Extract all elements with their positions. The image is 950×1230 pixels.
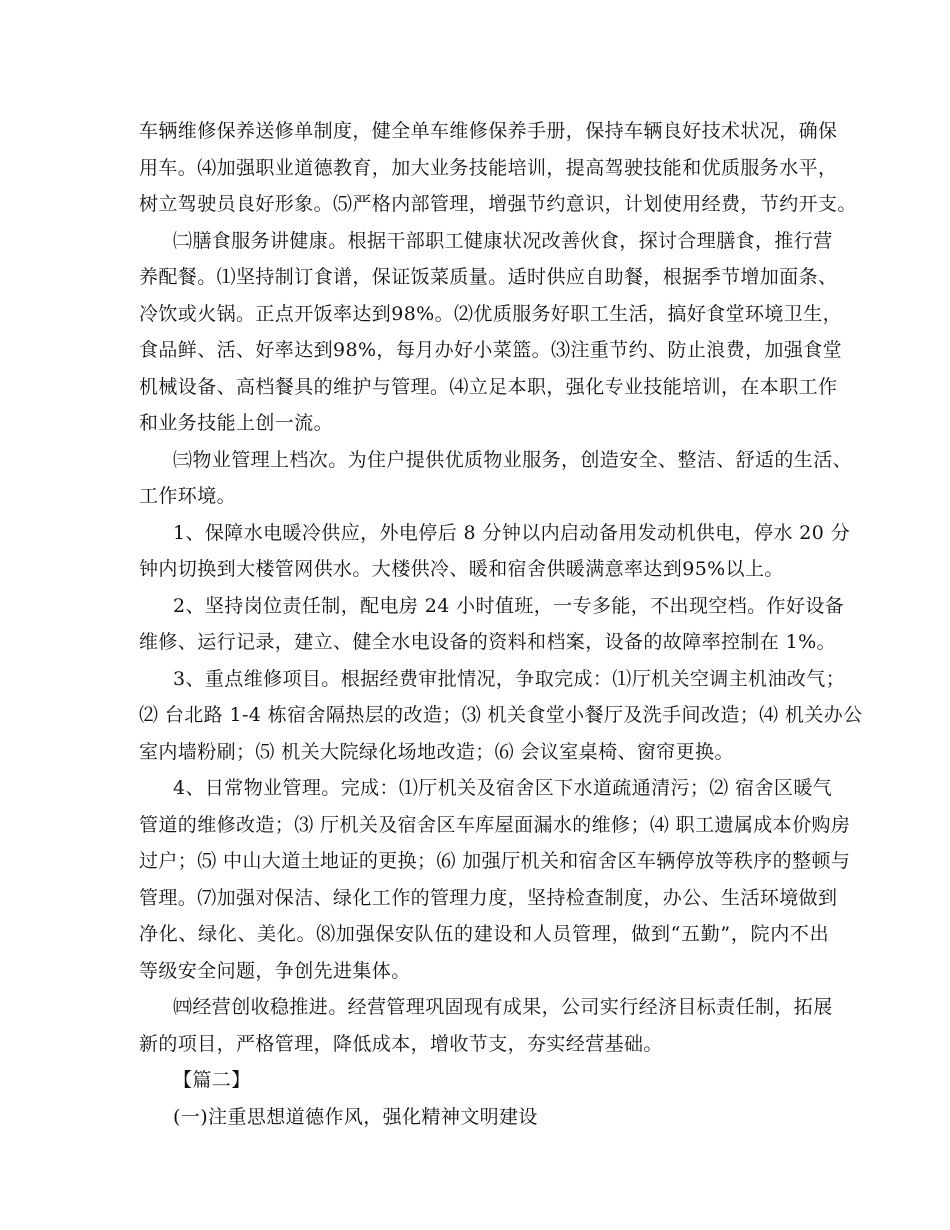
text-line: 室内墙粉刷；⑸ 机关大院绿化场地改造；⑹ 会议室桌椅、窗帘更换。 bbox=[139, 740, 734, 763]
text-line: 净化、绿化、美化。⑻加强保安队伍的建设和人员管理，做到“五勤”，院内不出 bbox=[139, 923, 829, 945]
text-line: 维修、运行记录，建立、健全水电设备的资料和档案，设备的故障率控制在 1%。 bbox=[139, 631, 836, 653]
document-body bbox=[139, 113, 863, 1135]
text-line: 食品鲜、活、好率达到98%，每月办好小菜篮。⑶注重节约、防止浪费，加强食堂 bbox=[139, 339, 843, 361]
text-line: 管道的维修改造；⑶ 厅机关及宿舍区车库屋面漏水的维修；⑷ 职工遗属成本价购房 bbox=[139, 813, 851, 836]
text-line: 新的项目，严格管理，降低成本，增收节支，夯实经营基础。 bbox=[139, 1032, 663, 1055]
text-line: 3、重点维修项目。根据经费审批情况，争取完成：⑴厅机关空调主机油改气； bbox=[173, 667, 846, 690]
text-line: 冷饮或火锅。正点开饭率达到98%。⑵优质服务好职工生活，搞好食堂环境卫生， bbox=[139, 302, 843, 325]
text-line: 车辆维修保养送修单制度，健全单车维修保养手册，保持车辆良好技术状况，确保 bbox=[139, 120, 838, 142]
text-line: ㈡膳食服务讲健康。根据干部职工健康状况改善伙食，探讨合理膳食，推行营 bbox=[173, 229, 833, 252]
text-line: ㈢物业管理上档次。为住户提供优质物业服务，创造安全、整洁、舒适的生活、 bbox=[173, 448, 853, 471]
text-line: 钟内切换到大楼管网供水。大楼供冷、暖和宿舍供暖满意率达到95%以上。 bbox=[139, 558, 784, 580]
text-line: 2、坚持岗位责任制，配电房 24 小时值班，一专多能，不出现空档。作好设备 bbox=[173, 594, 845, 617]
text-line: 工作环境。 bbox=[139, 485, 237, 507]
text-line: 过户；⑸ 中山大道土地证的更换；⑹ 加强厅机关和宿舍区车辆停放等秩序的整顿与 bbox=[139, 850, 851, 872]
text-line: 管理。⑺加强对保洁、绿化工作的管理力度，坚持检查制度，办公、生活环境做到 bbox=[139, 886, 838, 909]
text-line: (一)注重思想道德作风，强化精神文明建设 bbox=[173, 1105, 538, 1128]
text-line: 养配餐。⑴坚持制订食谱，保证饭菜质量。适时供应自助餐，根据季节增加面条、 bbox=[139, 266, 838, 288]
text-line: 4、日常物业管理。完成：⑴厅机关及宿舍区下水道疏通清污；⑵ 宿舍区暖气 bbox=[173, 777, 833, 799]
text-line: 用车。⑷加强职业道德教育，加大业务技能培训，提高驾驶技能和优质服务水平， bbox=[139, 156, 838, 179]
text-line: 和业务技能上创一流。 bbox=[139, 412, 334, 434]
text-line: ⑵ 台北路 1-4 栋宿舍隔热层的改造；⑶ 机关食堂小餐厅及洗手间改造；⑷ 机关办公 bbox=[139, 704, 863, 726]
text-line: ㈣经营创收稳推进。经营管理巩固现有成果，公司实行经济目标责任制，拓展 bbox=[173, 996, 833, 1018]
text-line: 等级安全问题，争创先进集体。 bbox=[139, 959, 411, 982]
text-line: 【篇二】 bbox=[173, 1069, 251, 1091]
text-line: 机械设备、高档餐具的维护与管理。⑷立足本职，强化专业技能培训，在本职工作 bbox=[139, 375, 838, 398]
text-line: 树立驾驶员良好形象。⑸严格内部管理，增强节约意识，计划使用经费，节约开支。 bbox=[139, 193, 857, 215]
text-line: 1、保障水电暖冷供应，外电停后 8 分钟以内启动备用发动机供电，停水 20 分 bbox=[173, 521, 851, 544]
